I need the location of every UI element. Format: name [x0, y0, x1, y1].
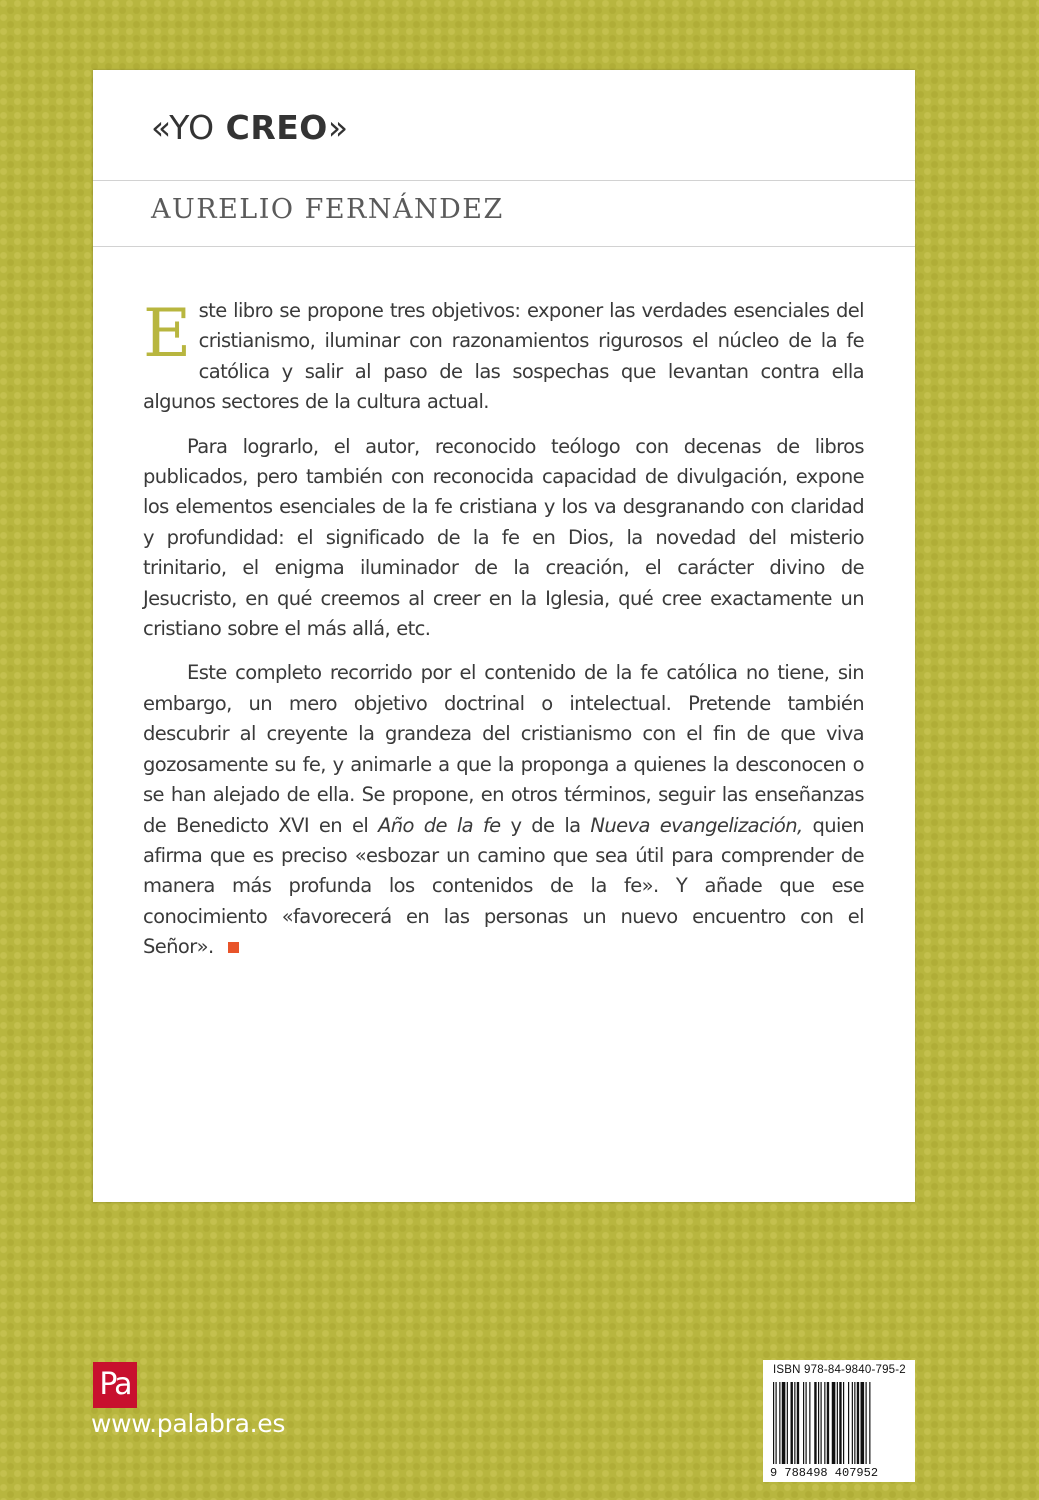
paragraph-3: Este completo recorrido por el contenido de la fe católica no tiene, sin embargo, un mero objetivo doctrinal o intelectual. Pretende también descubrir al creyente la grandeza del cristianismo con el fin de que viva gozosamente su fe, y animarle a que la proponga a quienes la desconocen o se han alejado de ella. Se propone, en otros términos, seguir las enseñanzas de Benedicto XVI en el Año de la fe y de la Nueva evangelización, quien afirma que es preciso «esbozar un camino que sea útil para comprender de manera más profunda los contenidos de la fe». Y añade que ese conocimiento «favorecerá en las personas un nuevo encuentro con el Señor».: [143, 661, 864, 959]
author-name: AURELIO FERNÁNDEZ: [151, 194, 504, 225]
paragraph-2: Para lograrlo, el autor, reconocido teólogo con decenas de libros publicados, pero también con reconocida capacidad de divulgación, expone los elementos esenciales de la fe cristiana y los va desgranando con claridad y profundidad: el significado de la fe en Dios, la novedad del misterio trinitario, el enigma iluminador de la creación, el carácter divino de Jesucristo, en qué creemos al creer en la Iglesia, qué cree exactamente un cristiano sobre el más allá, etc.: [143, 434, 864, 641]
divider-top: [93, 180, 915, 181]
barcode-bars: [773, 1382, 907, 1464]
ean-digits: 9 788498 407952: [770, 1466, 879, 1480]
end-mark-icon: [228, 942, 239, 953]
back-cover-panel: [93, 70, 915, 1202]
isbn-label: ISBN 978-84-9840-795-2: [773, 1364, 906, 1376]
barcode: [763, 1360, 915, 1482]
blurb: [143, 296, 864, 977]
paragraph-1: Este libro se propone tres objetivos: exponer las verdades esenciales del cristianismo, iluminar con razonamientos rigurosos el núcleo de la fe católica y salir al paso de las sospechas que levantan contra ella algunos sectores de la cultura actual.: [143, 295, 864, 414]
publisher-logo: Pa: [93, 1362, 137, 1408]
series-title: «YO CREO»: [151, 108, 349, 147]
divider-bottom: [93, 246, 915, 247]
publisher-website: www.palabra.es: [91, 1409, 286, 1438]
drop-cap: E: [143, 295, 191, 372]
